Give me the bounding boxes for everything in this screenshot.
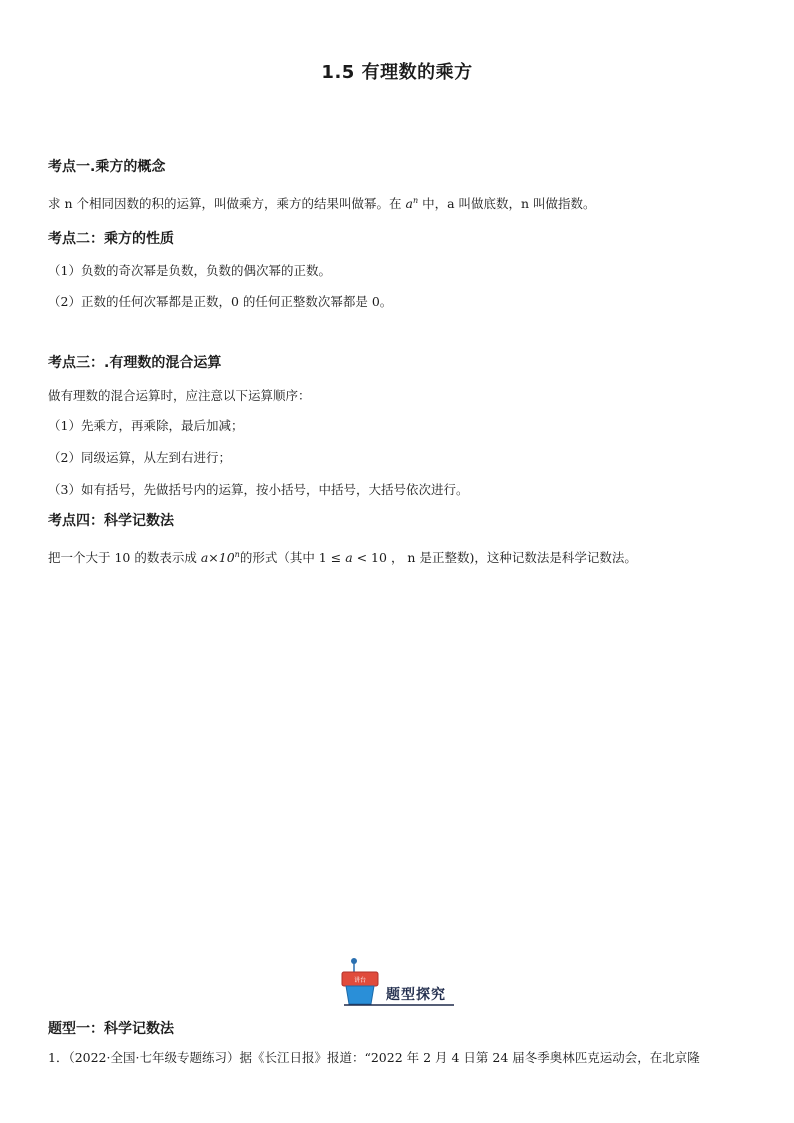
question-1-text: 1．（2022·全国·七年级专题练习）据《长江日报》报道：“2022 年 2 月 4 日第 24 届冬季奥林匹克运动会，在北京隆 [48,1050,700,1065]
sci-exponent: n [234,549,240,559]
mixed-rule-1: （1）先乘方，再乘除，最后加减； [48,418,244,433]
power-base: a [405,196,413,211]
sci-expression: a×10 [200,550,235,565]
concept-text-start: 求 n 个相同因数的积的运算，叫做乘方，乘方的结果叫做幂。在 [48,196,406,211]
question-type-1-heading: 题型一：科学记数法 [48,1021,174,1037]
page-title: 1.5 有理数的乘方 [321,62,473,83]
sci-text-end: < 10 ， n 是正整数)，这种记数法是科学记数法。 [352,550,637,565]
mixed-rule-3: （3）如有括号，先做括号内的运算，按小括号，中括号，大括号依次进行。 [48,482,469,497]
section-heading-concept: 考点一.乘方的概念 [48,159,166,175]
sci-text-middle: 的形式（其中 1 ≤ [239,550,346,565]
concept-paragraph [48,194,596,212]
podium-badge: 讲台 [353,977,367,984]
section-heading-properties: 考点二：乘方的性质 [48,231,174,247]
question-types-banner [336,956,460,1008]
property-item-2: （2）正数的任何次幂都是正数，0 的任何正整数次幂都是 0。 [48,294,393,309]
sci-text-start: 把一个大于 10 的数表示成 [48,550,201,565]
section-heading-mixed-operations: 考点三：.有理数的混合运算 [48,355,222,371]
power-exponent: n [412,195,419,205]
section-heading-scientific-notation: 考点四：科学记数法 [48,513,174,529]
property-item-1: （1）负数的奇次幂是负数，负数的偶次幂的正数。 [48,263,331,278]
concept-text-end: 中，a 叫做底数，n 叫做指数。 [418,196,596,211]
sci-a: a [345,550,353,565]
mixed-rule-2: （2）同级运算，从左到右进行； [48,450,231,465]
scientific-notation-paragraph [48,548,637,566]
banner-title: 题型探究 [386,987,446,1003]
mixed-intro: 做有理数的混合运算时，应注意以下运算顺序： [48,388,311,403]
